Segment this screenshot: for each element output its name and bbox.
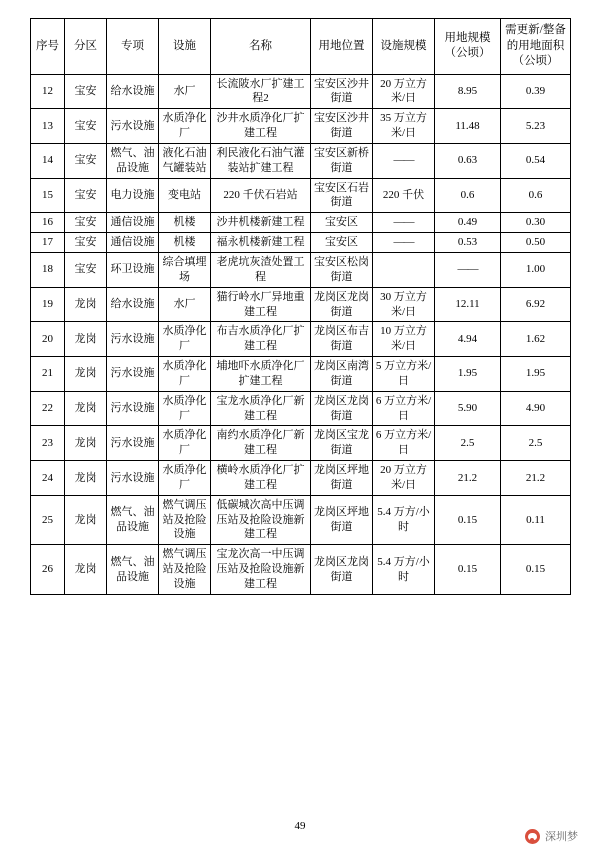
cell-scale: 5.4 万方/小时 — [373, 545, 435, 595]
cell-facility: 机楼 — [159, 233, 211, 253]
cell-special: 燃气、油品设施 — [107, 143, 159, 178]
cell-name: 宝龙次高一中压调压站及抢险设施新建工程 — [211, 545, 311, 595]
cell-special: 污水设施 — [107, 426, 159, 461]
cell-no: 19 — [31, 287, 65, 322]
cell-location: 宝安区石岩街道 — [311, 178, 373, 213]
cell-land-area: 5.90 — [435, 391, 501, 426]
cell-land-area: 21.2 — [435, 461, 501, 496]
cell-location: 龙岗区布吉街道 — [311, 322, 373, 357]
cell-location: 宝安区 — [311, 213, 373, 233]
table-row — [31, 495, 571, 545]
cell-renew-area: 0.54 — [501, 143, 571, 178]
cell-scale: 20 万立方米/日 — [373, 74, 435, 109]
cell-location: 龙岗区宝龙街道 — [311, 426, 373, 461]
table-row — [31, 233, 571, 253]
table-row — [31, 74, 571, 109]
cell-name: 埔地吓水质净化厂扩建工程 — [211, 357, 311, 392]
cell-land-area: 0.15 — [435, 545, 501, 595]
cell-name: 布吉水质净化厂扩建工程 — [211, 322, 311, 357]
cell-name: 220 千伏石岩站 — [211, 178, 311, 213]
column-header-scale: 设施规模 — [373, 19, 435, 75]
cell-renew-area: 2.5 — [501, 426, 571, 461]
cell-land-area: 0.15 — [435, 495, 501, 545]
column-header-facility: 设施 — [159, 19, 211, 75]
cell-facility: 水厂 — [159, 74, 211, 109]
cell-land-area: —— — [435, 252, 501, 287]
cell-zone: 宝安 — [65, 213, 107, 233]
cell-location: 龙岗区龙岗街道 — [311, 545, 373, 595]
table-row — [31, 143, 571, 178]
cell-special: 污水设施 — [107, 391, 159, 426]
cell-zone: 龙岗 — [65, 461, 107, 496]
cell-scale: 10 万立方米/日 — [373, 322, 435, 357]
cell-renew-area: 4.90 — [501, 391, 571, 426]
cell-location: 宝安区松岗街道 — [311, 252, 373, 287]
cell-land-area: 0.53 — [435, 233, 501, 253]
cell-land-area: 1.95 — [435, 357, 501, 392]
column-header-special: 专项 — [107, 19, 159, 75]
cell-no: 24 — [31, 461, 65, 496]
column-header-location: 用地位置 — [311, 19, 373, 75]
cell-location: 宝安区沙井街道 — [311, 74, 373, 109]
cell-special: 电力设施 — [107, 178, 159, 213]
cell-location: 宝安区沙井街道 — [311, 109, 373, 144]
cell-facility: 机楼 — [159, 213, 211, 233]
cell-name: 沙井机楼新建工程 — [211, 213, 311, 233]
cell-scale: 5.4 万方/小时 — [373, 495, 435, 545]
cell-land-area: 0.6 — [435, 178, 501, 213]
cell-zone: 宝安 — [65, 252, 107, 287]
cell-name: 利民液化石油气灌装站扩建工程 — [211, 143, 311, 178]
cell-facility: 燃气调压站及抢险设施 — [159, 545, 211, 595]
cell-location: 龙岗区南湾街道 — [311, 357, 373, 392]
cell-scale: —— — [373, 143, 435, 178]
cell-name: 福永机楼新建工程 — [211, 233, 311, 253]
cell-no: 14 — [31, 143, 65, 178]
cell-facility: 变电站 — [159, 178, 211, 213]
cell-no: 20 — [31, 322, 65, 357]
cell-zone: 龙岗 — [65, 495, 107, 545]
cell-no: 21 — [31, 357, 65, 392]
cell-scale: —— — [373, 233, 435, 253]
cell-zone: 宝安 — [65, 109, 107, 144]
cell-renew-area: 1.62 — [501, 322, 571, 357]
table-row — [31, 109, 571, 144]
cell-scale: 30 万立方米/日 — [373, 287, 435, 322]
cell-special: 污水设施 — [107, 322, 159, 357]
table-row — [31, 545, 571, 595]
cell-facility: 水质净化厂 — [159, 357, 211, 392]
cell-zone: 龙岗 — [65, 357, 107, 392]
cell-renew-area: 21.2 — [501, 461, 571, 496]
cell-facility: 水质净化厂 — [159, 322, 211, 357]
cell-zone: 龙岗 — [65, 322, 107, 357]
cell-name: 长流陂水厂扩建工程2 — [211, 74, 311, 109]
table-row — [31, 178, 571, 213]
page-number: 49 — [294, 820, 306, 832]
cell-zone: 龙岗 — [65, 426, 107, 461]
cell-location: 龙岗区坪地街道 — [311, 495, 373, 545]
cell-renew-area: 1.95 — [501, 357, 571, 392]
cell-name: 低碳城次高中压调压站及抢险设施新建工程 — [211, 495, 311, 545]
cell-land-area: 12.11 — [435, 287, 501, 322]
column-header-zone: 分区 — [65, 19, 107, 75]
cell-no: 18 — [31, 252, 65, 287]
cell-zone: 宝安 — [65, 74, 107, 109]
cell-zone: 龙岗 — [65, 287, 107, 322]
cell-no: 12 — [31, 74, 65, 109]
cell-zone: 宝安 — [65, 233, 107, 253]
cell-land-area: 0.49 — [435, 213, 501, 233]
cell-location: 龙岗区龙岗街道 — [311, 287, 373, 322]
cell-scale — [373, 252, 435, 287]
cell-land-area: 2.5 — [435, 426, 501, 461]
cell-location: 宝安区 — [311, 233, 373, 253]
cell-special: 污水设施 — [107, 357, 159, 392]
table-body — [31, 74, 571, 594]
cell-scale: —— — [373, 213, 435, 233]
cell-name: 南约水质净化厂新建工程 — [211, 426, 311, 461]
column-header-land-area: 用地规模（公顷） — [435, 19, 501, 75]
cell-renew-area: 0.11 — [501, 495, 571, 545]
watermark-logo-icon — [525, 829, 540, 844]
cell-facility: 水质净化厂 — [159, 109, 211, 144]
cell-name: 宝龙水质净化厂新建工程 — [211, 391, 311, 426]
cell-facility: 综合填埋场 — [159, 252, 211, 287]
cell-zone: 龙岗 — [65, 545, 107, 595]
cell-special: 通信设施 — [107, 233, 159, 253]
cell-facility: 水质净化厂 — [159, 391, 211, 426]
cell-scale: 220 千伏 — [373, 178, 435, 213]
cell-land-area: 4.94 — [435, 322, 501, 357]
cell-no: 16 — [31, 213, 65, 233]
cell-facility: 水质净化厂 — [159, 426, 211, 461]
cell-no: 25 — [31, 495, 65, 545]
cell-facility: 液化石油气罐装站 — [159, 143, 211, 178]
cell-zone: 宝安 — [65, 143, 107, 178]
facilities-table — [30, 18, 571, 595]
cell-land-area: 11.48 — [435, 109, 501, 144]
cell-special: 燃气、油品设施 — [107, 495, 159, 545]
watermark-label: 深圳梦 — [545, 831, 578, 843]
cell-scale: 6 万立方米/日 — [373, 391, 435, 426]
cell-special: 给水设施 — [107, 74, 159, 109]
cell-renew-area: 0.15 — [501, 545, 571, 595]
cell-special: 燃气、油品设施 — [107, 545, 159, 595]
cell-renew-area: 1.00 — [501, 252, 571, 287]
cell-no: 26 — [31, 545, 65, 595]
cell-location: 宝安区新桥街道 — [311, 143, 373, 178]
cell-renew-area: 0.39 — [501, 74, 571, 109]
cell-special: 给水设施 — [107, 287, 159, 322]
cell-name: 老虎坑灰渣处置工程 — [211, 252, 311, 287]
cell-facility: 水质净化厂 — [159, 461, 211, 496]
cell-zone: 宝安 — [65, 178, 107, 213]
column-header-name: 名称 — [211, 19, 311, 75]
table-row — [31, 287, 571, 322]
cell-scale: 5 万立方米/日 — [373, 357, 435, 392]
cell-location: 龙岗区坪地街道 — [311, 461, 373, 496]
cell-special: 污水设施 — [107, 461, 159, 496]
table-row — [31, 426, 571, 461]
table-header-row — [31, 19, 571, 75]
cell-name: 猫行岭水厂异地重建工程 — [211, 287, 311, 322]
cell-scale: 35 万立方米/日 — [373, 109, 435, 144]
cell-scale: 20 万立方米/日 — [373, 461, 435, 496]
cell-special: 污水设施 — [107, 109, 159, 144]
cell-no: 13 — [31, 109, 65, 144]
cell-land-area: 0.63 — [435, 143, 501, 178]
cell-facility: 水厂 — [159, 287, 211, 322]
table-row — [31, 357, 571, 392]
cell-no: 15 — [31, 178, 65, 213]
cell-special: 通信设施 — [107, 213, 159, 233]
cell-scale: 6 万立方米/日 — [373, 426, 435, 461]
cell-no: 17 — [31, 233, 65, 253]
cell-zone: 龙岗 — [65, 391, 107, 426]
table-row — [31, 391, 571, 426]
cell-no: 22 — [31, 391, 65, 426]
table-row — [31, 322, 571, 357]
column-header-no: 序号 — [31, 19, 65, 75]
table-row — [31, 461, 571, 496]
table-row — [31, 252, 571, 287]
cell-name: 沙井水质净化厂扩建工程 — [211, 109, 311, 144]
watermark — [525, 828, 578, 844]
column-header-renew-area: 需更新/整备的用地面积（公顷） — [501, 19, 571, 75]
cell-land-area: 8.95 — [435, 74, 501, 109]
cell-location: 龙岗区龙岗街道 — [311, 391, 373, 426]
table-row — [31, 213, 571, 233]
cell-no: 23 — [31, 426, 65, 461]
cell-special: 环卫设施 — [107, 252, 159, 287]
cell-renew-area: 5.23 — [501, 109, 571, 144]
cell-renew-area: 0.6 — [501, 178, 571, 213]
cell-renew-area: 6.92 — [501, 287, 571, 322]
cell-renew-area: 0.50 — [501, 233, 571, 253]
cell-renew-area: 0.30 — [501, 213, 571, 233]
cell-name: 横岭水质净化厂扩建工程 — [211, 461, 311, 496]
cell-facility: 燃气调压站及抢险设施 — [159, 495, 211, 545]
